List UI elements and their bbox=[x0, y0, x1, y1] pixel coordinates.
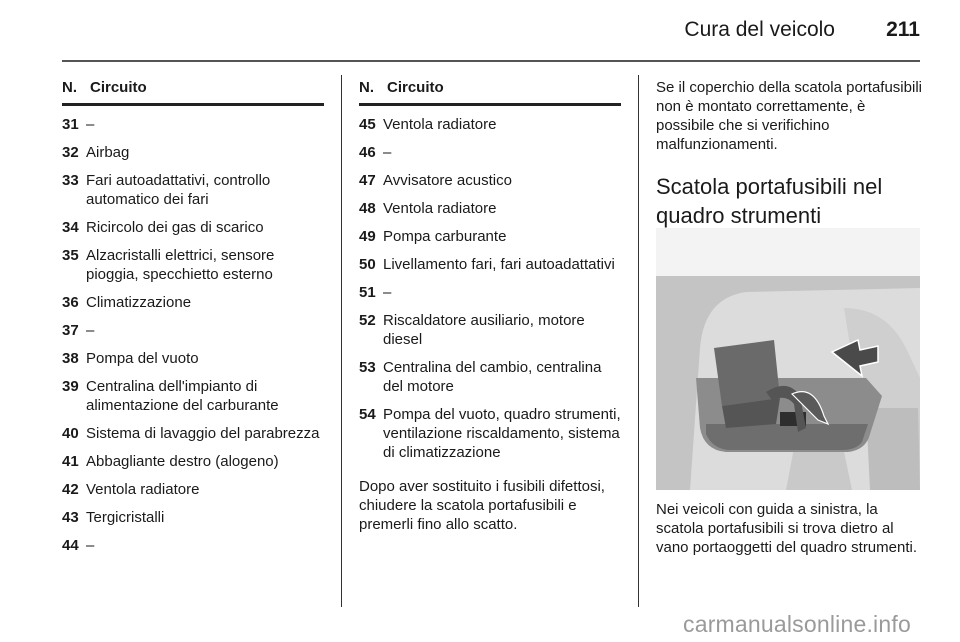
table-row bbox=[62, 293, 324, 312]
fuse-number: 47 bbox=[359, 172, 376, 189]
circuit-name: Sistema di lavaggio del parabrezza bbox=[86, 425, 320, 442]
fuse-table-column-1 bbox=[62, 78, 324, 555]
circuit-name: Fari autoadattativi, controllo automatico dei fari bbox=[86, 172, 271, 208]
table-row bbox=[62, 349, 324, 368]
table-row bbox=[359, 255, 621, 274]
table-header-circuit: Circuito bbox=[90, 79, 147, 96]
fuse-number: 45 bbox=[359, 116, 376, 133]
table-header-circuit: Circuito bbox=[387, 79, 444, 96]
circuit-name: Avvisatore acustico bbox=[383, 172, 512, 189]
circuit-name: Ricircolo dei gas di scarico bbox=[86, 219, 264, 236]
table-header bbox=[359, 78, 621, 106]
fuse-number: 49 bbox=[359, 228, 376, 245]
table-row bbox=[359, 358, 621, 396]
watermark: carmanualsonline.info bbox=[683, 611, 911, 637]
circuit-name: Airbag bbox=[86, 144, 130, 161]
fuse-number: 50 bbox=[359, 256, 376, 273]
fuse-number: 51 bbox=[359, 284, 376, 301]
column-divider bbox=[341, 75, 342, 607]
circuit-name: – bbox=[86, 537, 95, 554]
fuse-number: 37 bbox=[62, 322, 79, 339]
fuse-number: 41 bbox=[62, 453, 79, 470]
circuit-name: Ventola radiatore bbox=[383, 116, 497, 133]
fuse-box-illustration bbox=[656, 228, 920, 490]
circuit-name: Tergicristalli bbox=[86, 509, 165, 526]
table-row bbox=[62, 115, 324, 134]
circuit-name: Centralina dell'impianto di alimentazione del carburante bbox=[86, 378, 279, 414]
column-divider bbox=[638, 75, 639, 607]
fuse-table-column-2 bbox=[359, 78, 621, 534]
fuse-number: 38 bbox=[62, 350, 79, 367]
closing-note: Dopo aver sostituito i fusibili difettosi, chiudere la scatola portafusibili e premerli fino allo scatto. bbox=[359, 478, 605, 533]
fuse-number: 34 bbox=[62, 219, 79, 236]
fuse-number: 32 bbox=[62, 144, 79, 161]
fuse-number: 44 bbox=[62, 537, 79, 554]
figure-caption: Nei veicoli con guida a sinistra, la scatola portafusibili si trova dietro al vano portaoggetti del quadro strumenti. bbox=[656, 501, 917, 556]
table-row bbox=[62, 143, 324, 162]
circuit-name: Ventola radiatore bbox=[383, 200, 497, 217]
fuse-number: 48 bbox=[359, 200, 376, 217]
table-header-number: N. bbox=[62, 79, 77, 96]
fuse-number: 36 bbox=[62, 294, 79, 311]
table-row bbox=[62, 218, 324, 237]
table-row bbox=[359, 199, 621, 218]
fuse-number: 35 bbox=[62, 247, 79, 264]
circuit-name: – bbox=[383, 144, 392, 161]
page-number: 211 bbox=[886, 18, 920, 41]
table-row bbox=[359, 115, 621, 134]
circuit-name: Alzacristalli elettrici, sensore pioggia, specchietto esterno bbox=[86, 247, 275, 283]
fuse-number: 52 bbox=[359, 312, 376, 329]
circuit-name: Riscaldatore ausiliario, motore diesel bbox=[383, 312, 585, 348]
circuit-name: – bbox=[383, 284, 392, 301]
table-row bbox=[62, 321, 324, 340]
circuit-name: Pompa del vuoto, quadro strumenti, ventilazione riscaldamento, sistema di climatizzazione bbox=[383, 406, 621, 461]
circuit-name: Abbagliante destro (alogeno) bbox=[86, 453, 279, 470]
table-rows bbox=[62, 115, 324, 555]
circuit-name: – bbox=[86, 116, 95, 133]
section-title: Scatola portafusibili nel quadro strumenti bbox=[656, 174, 883, 228]
circuit-name: – bbox=[86, 322, 95, 339]
circuit-name: Pompa del vuoto bbox=[86, 350, 199, 367]
table-rows bbox=[359, 115, 621, 462]
table-header-number: N. bbox=[359, 79, 374, 96]
circuit-name: Ventola radiatore bbox=[86, 481, 200, 498]
fuse-number: 39 bbox=[62, 378, 79, 395]
circuit-name: Livellamento fari, fari autoadattativi bbox=[383, 256, 615, 273]
page-header-title: Cura del veicolo bbox=[684, 18, 835, 41]
table-row bbox=[359, 171, 621, 190]
fuse-number: 53 bbox=[359, 359, 376, 376]
circuit-name: Centralina del cambio, centralina del motore bbox=[383, 359, 602, 395]
fuse-number: 33 bbox=[62, 172, 79, 189]
table-row bbox=[62, 424, 324, 443]
table-row bbox=[359, 283, 621, 302]
text-column-3 bbox=[656, 78, 922, 230]
table-row bbox=[359, 405, 621, 462]
fuse-number: 46 bbox=[359, 144, 376, 161]
table-row bbox=[62, 246, 324, 284]
table-row bbox=[62, 508, 324, 527]
table-row bbox=[62, 377, 324, 415]
fuse-number: 31 bbox=[62, 116, 79, 133]
table-row bbox=[359, 143, 621, 162]
fuse-number: 40 bbox=[62, 425, 79, 442]
table-row bbox=[359, 311, 621, 349]
intro-paragraph: Se il coperchio della scatola portafusibili non è montato correttamente, è possibile che si verifichino malfunzionamenti. bbox=[656, 79, 922, 153]
fuse-box-image bbox=[656, 228, 920, 490]
table-row bbox=[359, 227, 621, 246]
circuit-name: Climatizzazione bbox=[86, 294, 192, 311]
table-header bbox=[62, 78, 324, 106]
header-rule bbox=[62, 60, 920, 62]
fuse-number: 54 bbox=[359, 406, 376, 423]
table-row bbox=[62, 452, 324, 471]
fuse-number: 42 bbox=[62, 481, 79, 498]
table-row bbox=[62, 171, 324, 209]
circuit-name: Pompa carburante bbox=[383, 228, 507, 245]
fuse-number: 43 bbox=[62, 509, 79, 526]
table-row bbox=[62, 536, 324, 555]
table-row bbox=[62, 480, 324, 499]
